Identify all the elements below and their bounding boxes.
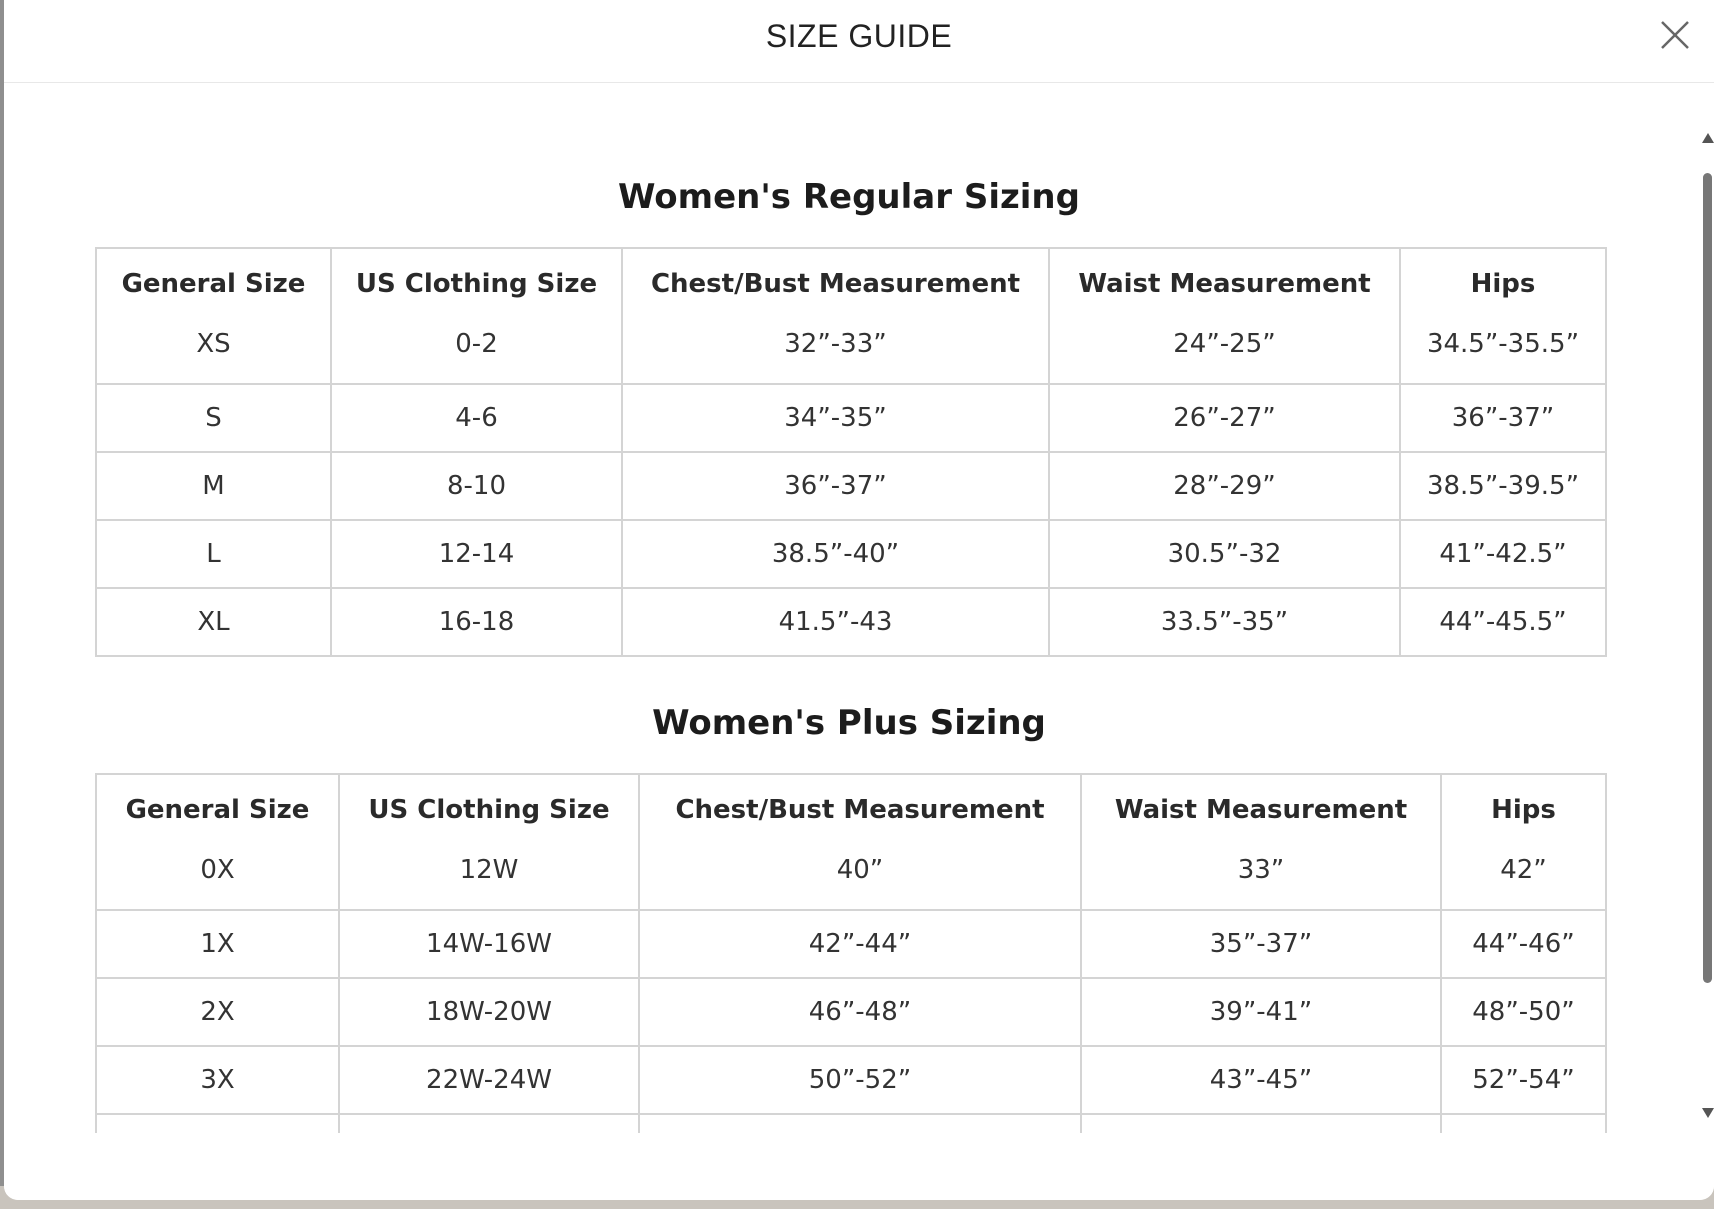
- column-header: General Size: [121, 269, 306, 299]
- table-cell: 39”-41”: [1081, 978, 1441, 1046]
- column-header: Chest/Bust Measurement: [675, 795, 1045, 825]
- table-cell: 44”-46”: [1441, 910, 1606, 978]
- plus-sizing-table: [95, 773, 1607, 1133]
- cell-value: 12W: [459, 855, 519, 885]
- table-cell: [331, 248, 622, 384]
- table-cell: [339, 1114, 639, 1133]
- cell-value: 33”: [1237, 855, 1285, 885]
- table-cell: 38.5”-40”: [622, 520, 1049, 588]
- column-header: Waist Measurement: [1078, 269, 1371, 299]
- table-cell: 41”-42.5”: [1400, 520, 1606, 588]
- cell-value: 24”-25”: [1173, 329, 1276, 359]
- table-cell: S: [96, 384, 331, 452]
- cell-value: 0X: [200, 855, 235, 885]
- plus-sizing-title: Women's Plus Sizing: [652, 703, 1046, 743]
- table-cell: [1441, 774, 1606, 910]
- column-header: General Size: [125, 795, 310, 825]
- column-header: Hips: [1491, 795, 1556, 825]
- table-row-partial: [96, 1114, 1606, 1133]
- table-row: [96, 910, 1606, 978]
- table-cell: 36”-37”: [622, 452, 1049, 520]
- size-guide-content: [4, 83, 1704, 1133]
- table-cell: 38.5”-39.5”: [1400, 452, 1606, 520]
- scroll-down-icon[interactable]: [1702, 1108, 1714, 1118]
- table-cell: 14W-16W: [339, 910, 639, 978]
- table-cell: 33.5”-35”: [1049, 588, 1400, 656]
- table-cell: [1049, 248, 1400, 384]
- table-row: [96, 248, 1606, 384]
- table-cell: 43”-45”: [1081, 1046, 1441, 1114]
- table-cell: L: [96, 520, 331, 588]
- modal-title: SIZE GUIDE: [765, 18, 953, 54]
- table-cell: M: [96, 452, 331, 520]
- column-header: Chest/Bust Measurement: [650, 269, 1021, 299]
- table-cell: [639, 1114, 1081, 1133]
- table-cell: XL: [96, 588, 331, 656]
- table-cell: 48”-50”: [1441, 978, 1606, 1046]
- table-cell: 22W-24W: [339, 1046, 639, 1114]
- table-cell: [96, 774, 339, 910]
- cell-value: 40”: [836, 855, 884, 885]
- table-row: [96, 520, 1606, 588]
- table-cell: 1X: [96, 910, 339, 978]
- modal-header: [4, 0, 1714, 83]
- column-header: Hips: [1470, 269, 1536, 299]
- table-cell: 36”-37”: [1400, 384, 1606, 452]
- column-header: US Clothing Size: [368, 795, 610, 825]
- table-cell: [96, 248, 331, 384]
- table-cell: [339, 774, 639, 910]
- table-cell: [96, 1114, 339, 1133]
- table-cell: 50”-52”: [639, 1046, 1081, 1114]
- cell-value: 34.5”-35.5”: [1426, 329, 1580, 359]
- table-row: [96, 588, 1606, 656]
- close-icon: [1658, 18, 1692, 52]
- scrollbar-thumb[interactable]: [1703, 173, 1712, 983]
- cell-value: 42”: [1500, 855, 1547, 885]
- column-header: Waist Measurement: [1114, 795, 1408, 825]
- scroll-up-icon[interactable]: [1702, 133, 1714, 143]
- table-cell: 18W-20W: [339, 978, 639, 1046]
- table-cell: 12-14: [331, 520, 622, 588]
- table-cell: 42”-44”: [639, 910, 1081, 978]
- table-row: [96, 384, 1606, 452]
- table-cell: 35”-37”: [1081, 910, 1441, 978]
- table-cell: 52”-54”: [1441, 1046, 1606, 1114]
- table-cell: 26”-27”: [1049, 384, 1400, 452]
- table-cell: 2X: [96, 978, 339, 1046]
- table-cell: 28”-29”: [1049, 452, 1400, 520]
- column-header: US Clothing Size: [355, 269, 598, 299]
- cell-value: 32”-33”: [784, 329, 887, 359]
- table-cell: 34”-35”: [622, 384, 1049, 452]
- table-cell: [639, 774, 1081, 910]
- close-button[interactable]: [1658, 18, 1692, 52]
- modal-footer: [4, 1133, 1714, 1200]
- table-cell: 46”-48”: [639, 978, 1081, 1046]
- table-cell: 44”-45.5”: [1400, 588, 1606, 656]
- table-row: [96, 774, 1606, 910]
- cell-value: XS: [196, 329, 231, 359]
- table-row: [96, 1046, 1606, 1114]
- table-cell: [1441, 1114, 1606, 1133]
- table-cell: 41.5”-43: [622, 588, 1049, 656]
- table-cell: [1081, 1114, 1441, 1133]
- table-cell: [622, 248, 1049, 384]
- table-cell: 30.5”-32: [1049, 520, 1400, 588]
- table-cell: 8-10: [331, 452, 622, 520]
- cell-value: 0-2: [455, 329, 498, 359]
- regular-sizing-table: [95, 247, 1607, 657]
- table-cell: [1081, 774, 1441, 910]
- table-row: [96, 978, 1606, 1046]
- regular-sizing-title: Women's Regular Sizing: [618, 177, 1080, 217]
- table-cell: 3X: [96, 1046, 339, 1114]
- table-row: [96, 452, 1606, 520]
- table-cell: 4-6: [331, 384, 622, 452]
- size-guide-modal: [4, 0, 1714, 1200]
- table-cell: [1400, 248, 1606, 384]
- table-cell: 16-18: [331, 588, 622, 656]
- content-scrollbar[interactable]: [1700, 133, 1714, 1118]
